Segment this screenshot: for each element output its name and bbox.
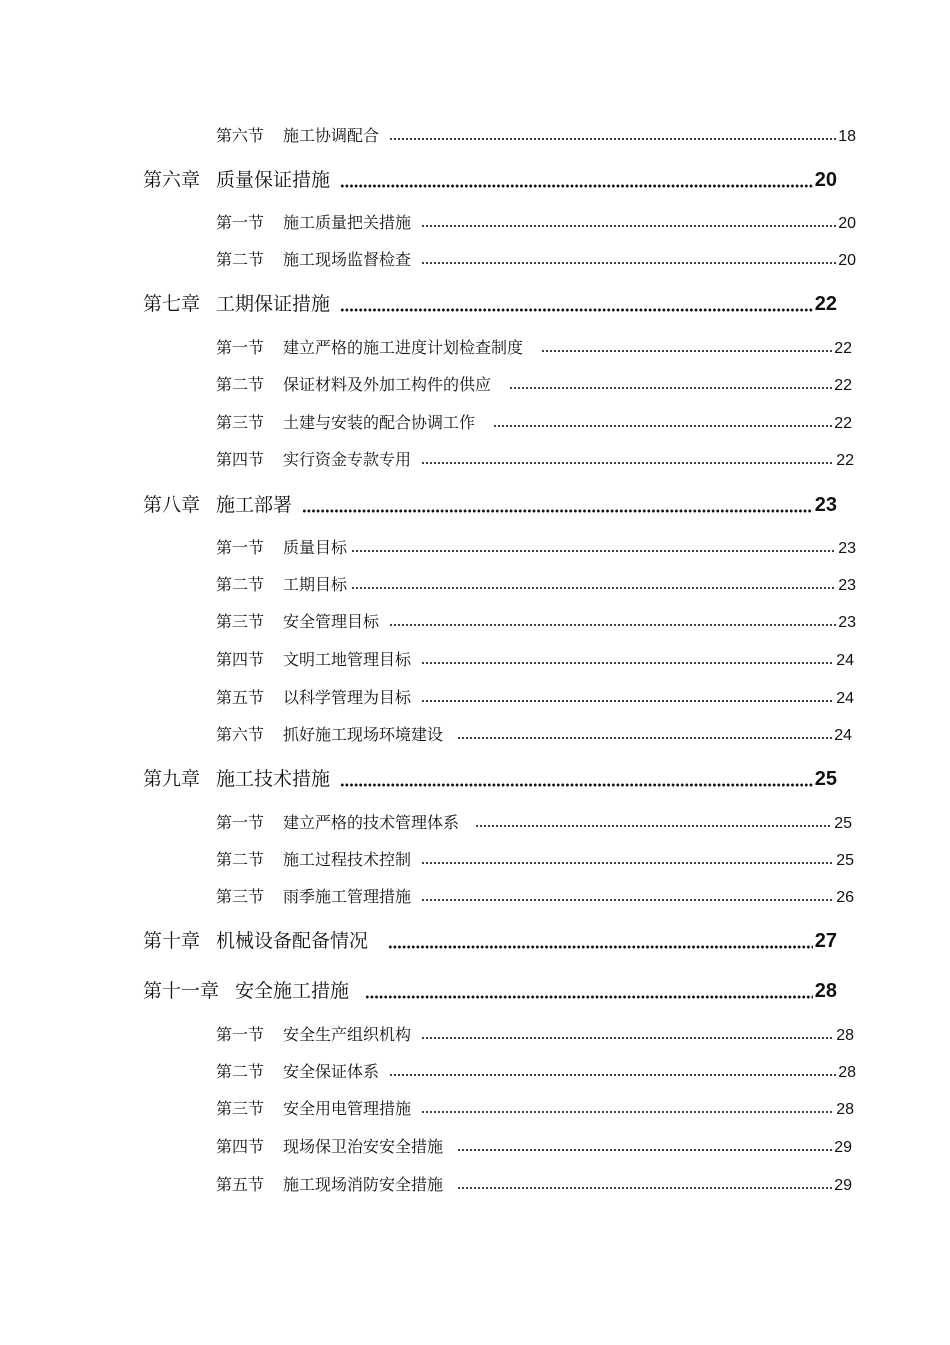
section-title: 雨季施工管理措施 bbox=[283, 887, 412, 906]
page-number: 24 bbox=[836, 690, 854, 707]
toc-entry-section[interactable] bbox=[216, 686, 854, 708]
dot-leader bbox=[421, 461, 834, 465]
section-title: 施工现场消防安全措施 bbox=[283, 1175, 444, 1194]
section-number: 第一节 bbox=[216, 213, 265, 232]
toc-entry-section[interactable] bbox=[216, 1173, 852, 1195]
page-number: 23 bbox=[838, 540, 856, 557]
page-number: 22 bbox=[836, 452, 854, 469]
section-title: 现场保卫治安安全措施 bbox=[283, 1137, 444, 1156]
section-title: 施工过程技术控制 bbox=[283, 850, 412, 869]
page-number: 20 bbox=[838, 215, 856, 232]
section-title: 土建与安装的配合协调工作 bbox=[283, 413, 476, 432]
toc-entry-section[interactable] bbox=[216, 411, 852, 433]
section-number: 第五节 bbox=[216, 1175, 265, 1194]
toc-entry-section[interactable] bbox=[216, 723, 852, 745]
dot-leader bbox=[340, 184, 813, 188]
page-number: 24 bbox=[834, 727, 852, 744]
section-number: 第二节 bbox=[216, 850, 265, 869]
section-title: 安全用电管理措施 bbox=[283, 1099, 412, 1118]
section-number: 第一节 bbox=[216, 338, 265, 357]
page-number: 22 bbox=[834, 377, 852, 394]
page-number: 25 bbox=[836, 852, 854, 869]
toc-entry-section[interactable] bbox=[216, 248, 856, 270]
section-title: 施工质量把关措施 bbox=[283, 213, 412, 232]
section-title: 质量目标 bbox=[283, 538, 348, 557]
toc-entry-section[interactable] bbox=[216, 573, 856, 595]
page-number: 28 bbox=[814, 980, 837, 1002]
section-number: 第五节 bbox=[216, 688, 265, 707]
page-number: 25 bbox=[834, 815, 852, 832]
section-number: 第二节 bbox=[216, 375, 265, 394]
dot-leader bbox=[421, 898, 834, 902]
dot-leader bbox=[541, 349, 832, 353]
section-title: 安全管理目标 bbox=[283, 612, 380, 631]
section-title: 安全生产组织机构 bbox=[283, 1025, 412, 1044]
dot-leader bbox=[421, 661, 834, 665]
dot-leader bbox=[421, 224, 836, 228]
section-number: 第一节 bbox=[216, 1025, 265, 1044]
section-title: 施工协调配合 bbox=[283, 126, 380, 145]
dot-leader bbox=[302, 509, 813, 513]
section-number: 第一节 bbox=[216, 538, 265, 557]
toc-entry-section[interactable] bbox=[216, 885, 854, 907]
chapter-title: 工期保证措施 bbox=[216, 293, 331, 315]
dot-leader bbox=[351, 586, 836, 590]
toc-entry-section[interactable] bbox=[216, 811, 852, 833]
dot-leader bbox=[365, 995, 813, 999]
toc-entry-section[interactable] bbox=[216, 648, 854, 670]
section-title: 实行资金专款专用 bbox=[283, 450, 412, 469]
chapter-number: 第七章 bbox=[143, 293, 201, 315]
toc-entry-chapter[interactable] bbox=[143, 166, 837, 192]
section-number: 第三节 bbox=[216, 1099, 265, 1118]
page-number: 28 bbox=[836, 1027, 854, 1044]
page-number: 22 bbox=[834, 340, 852, 357]
toc-entry-chapter[interactable] bbox=[143, 290, 837, 316]
page-number: 20 bbox=[814, 169, 837, 191]
toc-entry-section[interactable] bbox=[216, 1135, 852, 1157]
section-number: 第三节 bbox=[216, 413, 265, 432]
dot-leader bbox=[340, 308, 813, 312]
toc-entry-chapter[interactable] bbox=[143, 927, 837, 953]
dot-leader bbox=[421, 1110, 834, 1114]
page-number: 29 bbox=[834, 1177, 852, 1194]
chapter-number: 第九章 bbox=[143, 768, 201, 790]
dot-leader bbox=[421, 261, 836, 265]
chapter-number: 第六章 bbox=[143, 169, 201, 191]
section-number: 第二节 bbox=[216, 250, 265, 269]
toc-entry-section[interactable] bbox=[216, 1060, 856, 1082]
page-number: 23 bbox=[814, 494, 837, 516]
dot-leader bbox=[351, 549, 836, 553]
section-number: 第一节 bbox=[216, 813, 265, 832]
section-title: 建立严格的技术管理体系 bbox=[283, 813, 460, 832]
toc-entry-section[interactable] bbox=[216, 373, 852, 395]
section-title: 工期目标 bbox=[283, 575, 348, 594]
section-title: 建立严格的施工进度计划检查制度 bbox=[283, 338, 524, 357]
page-number: 23 bbox=[838, 614, 856, 631]
section-number: 第四节 bbox=[216, 1137, 265, 1156]
chapter-title: 施工技术措施 bbox=[216, 768, 331, 790]
toc-entry-section[interactable] bbox=[216, 336, 852, 358]
chapter-title: 施工部署 bbox=[216, 494, 293, 516]
section-number: 第四节 bbox=[216, 650, 265, 669]
section-number: 第二节 bbox=[216, 575, 265, 594]
page-number: 22 bbox=[814, 293, 837, 315]
page-number: 18 bbox=[838, 128, 856, 145]
dot-leader bbox=[421, 1036, 834, 1040]
chapter-number: 第十一章 bbox=[143, 980, 220, 1002]
chapter-number: 第十章 bbox=[143, 930, 201, 952]
chapter-number: 第八章 bbox=[143, 494, 201, 516]
section-number: 第三节 bbox=[216, 887, 265, 906]
section-title: 安全保证体系 bbox=[283, 1062, 380, 1081]
section-title: 文明工地管理目标 bbox=[283, 650, 412, 669]
toc-entry-section[interactable] bbox=[216, 448, 854, 470]
page-number: 28 bbox=[836, 1101, 854, 1118]
dot-leader bbox=[493, 424, 832, 428]
page-number: 27 bbox=[814, 930, 837, 952]
section-number: 第三节 bbox=[216, 612, 265, 631]
page-number: 26 bbox=[836, 889, 854, 906]
dot-leader bbox=[475, 824, 832, 828]
page-number: 28 bbox=[838, 1064, 856, 1081]
section-title: 以科学管理为目标 bbox=[283, 688, 412, 707]
page-number: 20 bbox=[838, 252, 856, 269]
toc-entry-section[interactable] bbox=[216, 1097, 854, 1119]
page-number: 29 bbox=[834, 1139, 852, 1156]
toc-entry-section[interactable] bbox=[216, 1023, 854, 1045]
section-title: 抓好施工现场环境建设 bbox=[283, 725, 444, 744]
dot-leader bbox=[389, 623, 836, 627]
dot-leader bbox=[389, 1073, 836, 1077]
section-number: 第六节 bbox=[216, 725, 265, 744]
page-number: 25 bbox=[814, 768, 837, 790]
section-number: 第二节 bbox=[216, 1062, 265, 1081]
chapter-title: 质量保证措施 bbox=[216, 169, 331, 191]
dot-leader bbox=[389, 137, 836, 141]
section-title: 保证材料及外加工构件的供应 bbox=[283, 375, 492, 394]
section-number: 第四节 bbox=[216, 450, 265, 469]
toc-entry-chapter[interactable] bbox=[143, 977, 837, 1003]
page-number: 22 bbox=[834, 415, 852, 432]
page-number: 24 bbox=[836, 652, 854, 669]
dot-leader bbox=[457, 1186, 832, 1190]
page-number: 23 bbox=[838, 577, 856, 594]
dot-leader bbox=[388, 945, 813, 949]
section-number: 第六节 bbox=[216, 126, 265, 145]
chapter-title: 机械设备配备情况 bbox=[216, 930, 369, 952]
toc-entry-section[interactable] bbox=[216, 211, 856, 233]
toc-entry-section[interactable] bbox=[216, 610, 856, 632]
chapter-title: 安全施工措施 bbox=[235, 980, 350, 1002]
dot-leader bbox=[340, 783, 813, 787]
toc-entry-section[interactable] bbox=[216, 848, 854, 870]
dot-leader bbox=[421, 861, 834, 865]
toc-entry-section[interactable] bbox=[216, 536, 856, 558]
toc-entry-chapter[interactable] bbox=[143, 765, 837, 791]
dot-leader bbox=[457, 736, 832, 740]
dot-leader bbox=[421, 699, 834, 703]
dot-leader bbox=[457, 1148, 832, 1152]
dot-leader bbox=[509, 386, 832, 390]
toc-entry-chapter[interactable] bbox=[143, 491, 837, 517]
section-title: 施工现场监督检查 bbox=[283, 250, 412, 269]
toc-entry-section[interactable] bbox=[216, 124, 856, 146]
